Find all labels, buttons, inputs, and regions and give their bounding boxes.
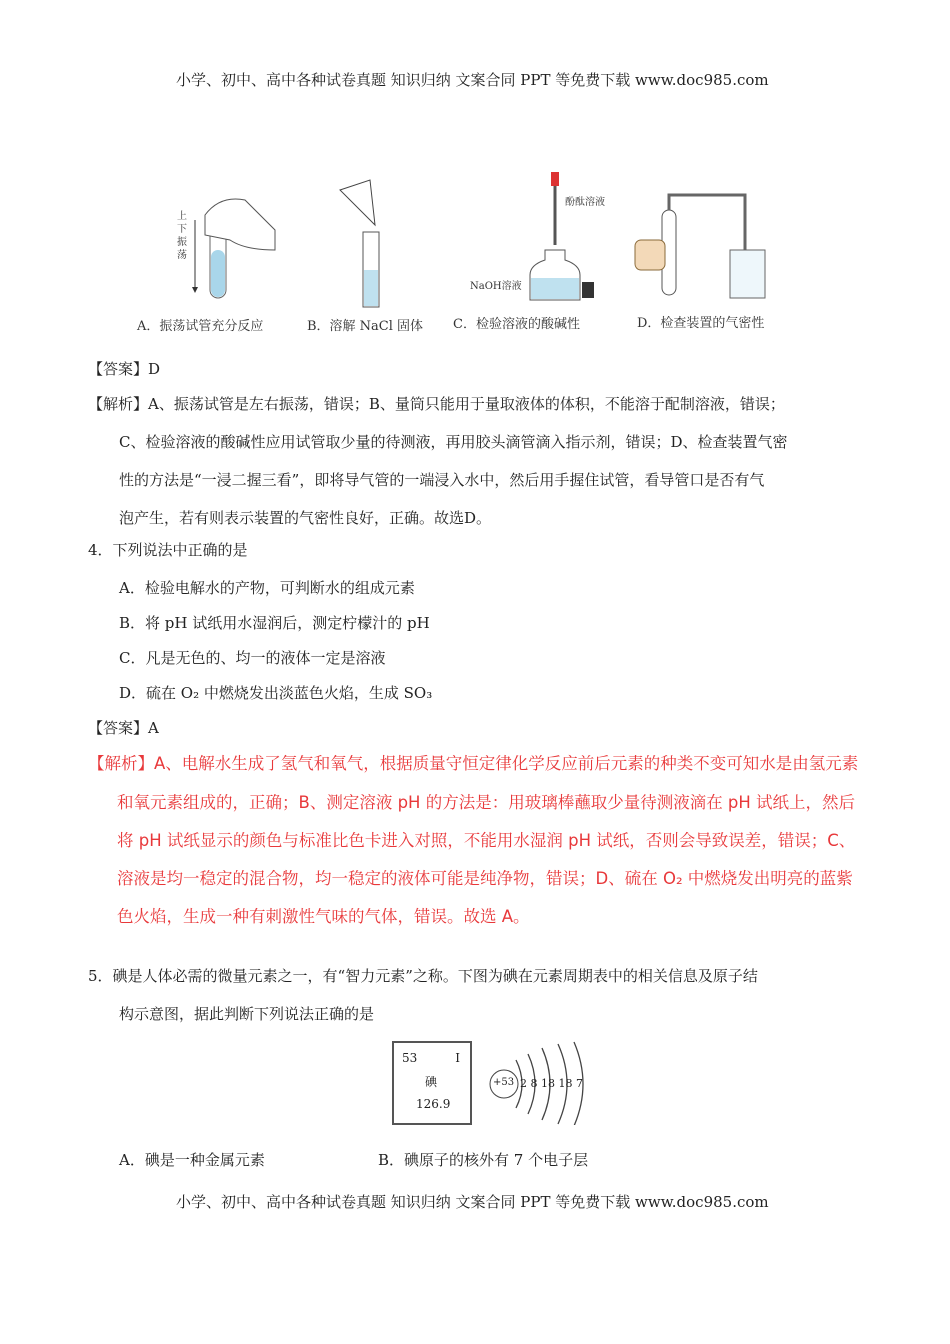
shell-electrons: 2 8 18 18 7	[520, 1077, 583, 1090]
airtightness-apparatus-drawing	[635, 195, 765, 298]
nucleus-charge: +53	[493, 1077, 515, 1088]
q4-option-a: A．检验电解水的产物，可判断水的组成元素	[119, 579, 415, 597]
q4-analysis-line: 溶液是均一稳定的混合物，均一稳定的液体可能是纯净物，错误；D、硫在 O₂ 中燃烧发出明亮的蓝紫	[117, 869, 853, 888]
caption-d: D．检查装置的气密性	[637, 316, 765, 331]
q5-stem-line: 5．碘是人体必需的微量元素之一，有“智力元素”之称。下图为碘在元素周期表中的相关信息及原子结	[88, 967, 758, 985]
element-symbol: I	[455, 1051, 460, 1065]
periodic-table-cell	[392, 1041, 472, 1125]
q5-option-a: A．碘是一种金属元素	[119, 1151, 265, 1169]
dropper-bottle-drawing	[530, 172, 594, 300]
q4-analysis-line: 色火焰，生成一种有刺激性气味的气体，错误。故选 A。	[117, 907, 530, 926]
q4-option-b: B．将 pH 试纸用水湿润后，测定柠檬汁的 pH	[119, 614, 430, 632]
element-name: 碘	[425, 1075, 438, 1089]
q3-analysis-line: C、检验溶液的酸碱性应用试管取少量的待测液，再用胶头滴管滴入指示剂，错误；D、检查装置气密	[119, 433, 788, 451]
q3-analysis-line: 泡产生，若有则表示装置的气密性良好，正确。故选D。	[119, 509, 492, 527]
graduated-cylinder-drawing	[340, 180, 379, 307]
naoh-label: NaOH溶液	[470, 281, 522, 292]
phenolphthalein-label: 酚酞溶液	[565, 197, 605, 208]
shake-label: 上下振荡	[177, 211, 187, 261]
q4-option-c: C．凡是无色的、均一的液体一定是溶液	[119, 649, 386, 667]
page-header: 小学、初中、高中各种试卷真题 知识归纳 文案合同 PPT 等免费下载 www.doc985.com	[176, 71, 769, 89]
q3-answer: 【答案】D	[88, 360, 161, 378]
atomic-number: 53	[402, 1051, 418, 1065]
caption-b: B．溶解 NaCl 固体	[307, 319, 424, 334]
q4-answer: 【答案】A	[88, 719, 159, 737]
caption-a: A．振荡试管充分反应	[137, 319, 264, 334]
q3-analysis-line: 【解析】A、振荡试管是左右振荡，错误；B、量筒只能用于量取液体的体积，不能溶于配制溶液，错误；	[88, 395, 785, 413]
q3-figure	[125, 150, 825, 340]
q4-analysis-line: 和氧元素组成的，正确；B、测定溶液 pH 的方法是：用玻璃棒蘸取少量待测液滴在 pH 试纸上，然后	[117, 793, 856, 812]
shaking-test-tube-drawing	[195, 199, 275, 298]
q5-stem-line: 构示意图，据此判断下列说法正确的是	[119, 1005, 375, 1023]
q4-analysis-line: 【解析】A、电解水生成了氢气和氧气，根据质量守恒定律化学反应前后元素的种类不变可知水是由氢元素	[88, 754, 859, 773]
page-footer: 小学、初中、高中各种试卷真题 知识归纳 文案合同 PPT 等免费下载 www.doc985.com	[176, 1193, 769, 1211]
atomic-structure-diagram	[486, 1040, 596, 1125]
q3-analysis-line: 性的方法是“一浸二握三看”，即将导气管的一端浸入水中，然后用手握住试管，看导管口是否有气	[119, 471, 765, 489]
q4-option-d: D．硫在 O₂ 中燃烧发出淡蓝色火焰，生成 SO₃	[119, 684, 433, 702]
q5-option-b: B．碘原子的核外有 7 个电子层	[378, 1151, 589, 1169]
atomic-mass: 126.9	[416, 1097, 451, 1111]
caption-c: C．检验溶液的酸碱性	[453, 317, 580, 332]
q4-stem: 4．下列说法中正确的是	[88, 541, 248, 559]
q4-analysis-line: 将 pH 试纸显示的颜色与标准比色卡进入对照，不能用水湿润 pH 试纸，否则会导致误差，错误；C、	[117, 831, 856, 850]
